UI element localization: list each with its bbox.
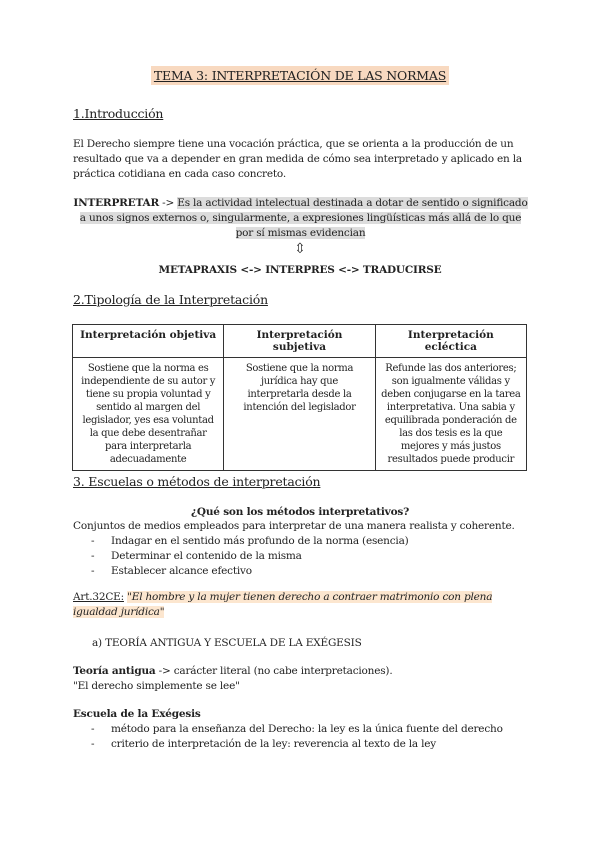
methods-question: ¿Qué son los métodos interpretativos? <box>190 506 410 518</box>
interpretar-definition <box>73 196 528 241</box>
header-objetiva: Interpretación objetiva <box>73 325 224 358</box>
page-title: TEMA 3: INTERPRETACIÓN DE LAS NORMAS <box>151 66 449 85</box>
article-text: "El hombre y la mujer tienen derecho a contraer matrimonio con plena igualdad jurídica" <box>73 591 493 618</box>
section3-heading: 3. Escuelas o métodos de interpretación <box>73 474 321 489</box>
table-row <box>73 358 527 471</box>
header-subjetiva: Interpretación subjetiva <box>224 325 375 358</box>
metapraxis-line: METAPRAXIS <-> INTERPRES <-> TRADUCIRSE <box>158 264 442 276</box>
interpretar-arrow: -> <box>159 197 178 209</box>
teoria-def: -> carácter literal (no cabe interpretaciones). <box>155 665 393 677</box>
cell-objetiva: Sostiene que la norma es independiente de su autor y tiene su propia voluntad y sentido al margen del legislador, yes esa voluntad la que debe desentrañar para interpretarla adecuadamente <box>73 358 224 471</box>
list-item: - método para la enseñanza del Derecho: la ley es la única fuente del derecho <box>91 722 531 737</box>
double-arrow-icon: ⇳ <box>294 241 306 257</box>
escuela-heading: Escuela de la Exégesis <box>73 708 201 720</box>
teoria-term: Teoría antigua <box>73 665 156 677</box>
escuela-list <box>91 722 531 752</box>
table-header-row <box>73 325 527 358</box>
interpretation-types-table <box>72 324 527 471</box>
section2-heading: 2.Tipología de la Interpretación <box>73 292 268 307</box>
title-wrap <box>0 68 600 83</box>
list-item: - Determinar el contenido de la misma <box>91 549 531 564</box>
subsection-a: a) TEORÍA ANTIGUA Y ESCUELA DE LA EXÉGESIS <box>92 637 362 649</box>
list-item: - Establecer alcance efectivo <box>91 564 531 579</box>
list-item: - Indagar en el sentido más profundo de la norma (esencia) <box>91 534 531 549</box>
article-quote <box>73 590 533 620</box>
intro-paragraph: El Derecho siempre tiene una vocación práctica, que se orienta a la producción de un resultado que va a depender en gran medida de cómo sea interpretado y aplicado en la práctica cotidiana en cada caso concreto. <box>73 138 522 180</box>
interpretar-def: Es la actividad intelectual destinada a dotar de sentido o significado a unos signos externos o, singularmente, a expresiones lingüísticas más allá de lo que por sí mismas evidencian <box>79 197 528 239</box>
article-label: Art.32CE: <box>73 591 124 603</box>
methods-list <box>91 534 531 579</box>
methods-definition: Conjuntos de medios empleados para interpretar de una manera realista y coherente. <box>73 520 515 532</box>
teoria-quote: "El derecho simplemente se lee" <box>73 680 240 692</box>
teoria-antigua <box>73 664 533 679</box>
interpretar-term: INTERPRETAR <box>73 197 159 209</box>
header-eclectica: Interpretación ecléctica <box>375 325 526 358</box>
cell-eclectica: Refunde las dos anteriores; son igualmente válidas y deben conjugarse en la tarea interpretativa. Una sabia y equilibrada ponderación de las dos tesis es la que mejores y más justos resultados puede producir <box>375 358 526 471</box>
section1-heading: 1.Introducción <box>73 106 164 121</box>
list-item: - criterio de interpretación de la ley: reverencia al texto de la ley <box>91 737 531 752</box>
cell-subjetiva: Sostiene que la norma jurídica hay que interpretarla desde la intención del legislador <box>224 358 375 471</box>
